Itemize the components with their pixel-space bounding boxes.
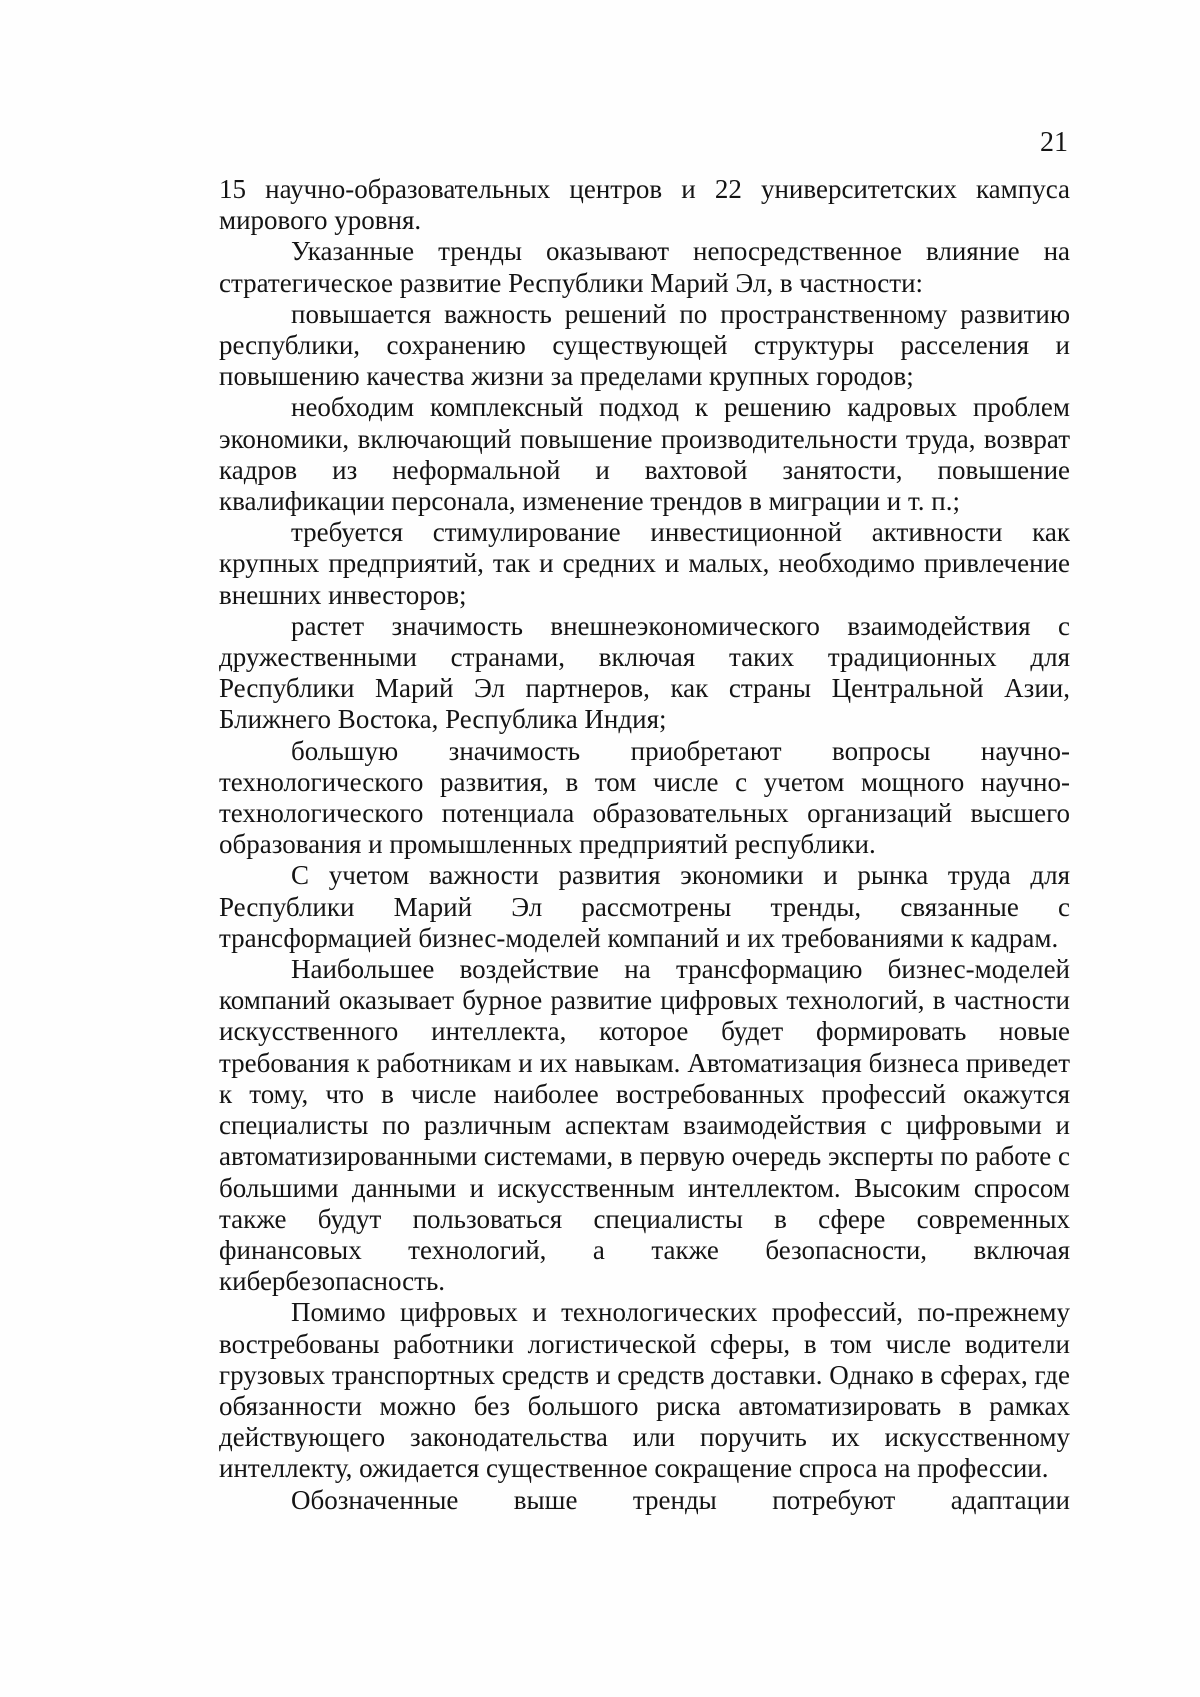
paragraph-continuation: 15 научно-образовательных центров и 22 университетских кампуса мирового уровня.: [219, 174, 1070, 236]
list-item-spatial-development: повышается важность решений по пространственному развитию республики, сохранению существующей структуры расселения и повышению качества жизни за пределами крупных городов;: [219, 298, 1070, 392]
list-item-investment-activity: требуется стимулирование инвестиционной активности как крупных предприятий, так и средних и малых, необходимо привлечение внешних инвесторов;: [219, 517, 1070, 610]
paragraph-adaptation: Обозначенные выше тренды потребуют адаптации: [291, 1484, 1070, 1515]
list-item-foreign-economic: растет значимость внешнеэкономического взаимодействия с дружественными странами, включая таких традиционных для Республики Марий Эл партнеров, как страны Центральной Азии, Ближнего Востока, Республика Индия;: [219, 610, 1070, 735]
paragraph-digital-technologies: Наибольшее воздействие на трансформацию бизнес-моделей компаний оказывает бурное развитие цифровых технологий, в частности искусственного интеллекта, которое будет формировать новые требования к работникам и их навыкам. Автоматизация бизнеса приведет к тому, что в числе наиболее востребованных профессий окажутся специалисты по различным аспектам взаимодействия с цифровыми и автоматизированными системами, в первую очередь эксперты по работе с большими данными и искусственным интеллектом. Высоким спросом также будут пользоваться специалисты в сфере современных финансовых технологий, а также безопасности, включая кибербезопасность.: [219, 954, 1070, 1297]
paragraph-trends-influence: Указанные тренды оказывают непосредственное влияние на стратегическое развитие Республики Марий Эл, в частности:: [219, 236, 1070, 298]
paragraph-logistics-professions: Помимо цифровых и технологических профессий, по-прежнему востребованы работники логистической сферы, в том числе водители грузовых транспортных средств и средств доставки. Однако в сферах, где обязанности можно без большого риска автоматизировать в рамках действующего законодательства или поручить их искусственному интеллекту, ожидается существенное сокращение спроса на профессии.: [219, 1297, 1070, 1484]
document-body: [219, 174, 1070, 1516]
paragraph-business-models: С учетом важности развития экономики и рынка труда для Республики Марий Эл рассмотрены тренды, связанные с трансформацией бизнес-моделей компаний и их требованиями к кадрам.: [219, 860, 1070, 953]
page-number: 21: [1040, 127, 1068, 158]
list-item-scientific-technological: большую значимость приобретают вопросы научно-технологического развития, в том числе с учетом мощного научно-технологического потенциала образовательных организаций высшего образования и промышленных предприятий республики.: [219, 735, 1070, 860]
list-item-personnel-problems: необходим комплексный подход к решению кадровых проблем экономики, включающий повышение производительности труда, возврат кадров из неформальной и вахтовой занятости, повышение квалификации персонала, изменение трендов в миграции и т. п.;: [219, 392, 1070, 517]
